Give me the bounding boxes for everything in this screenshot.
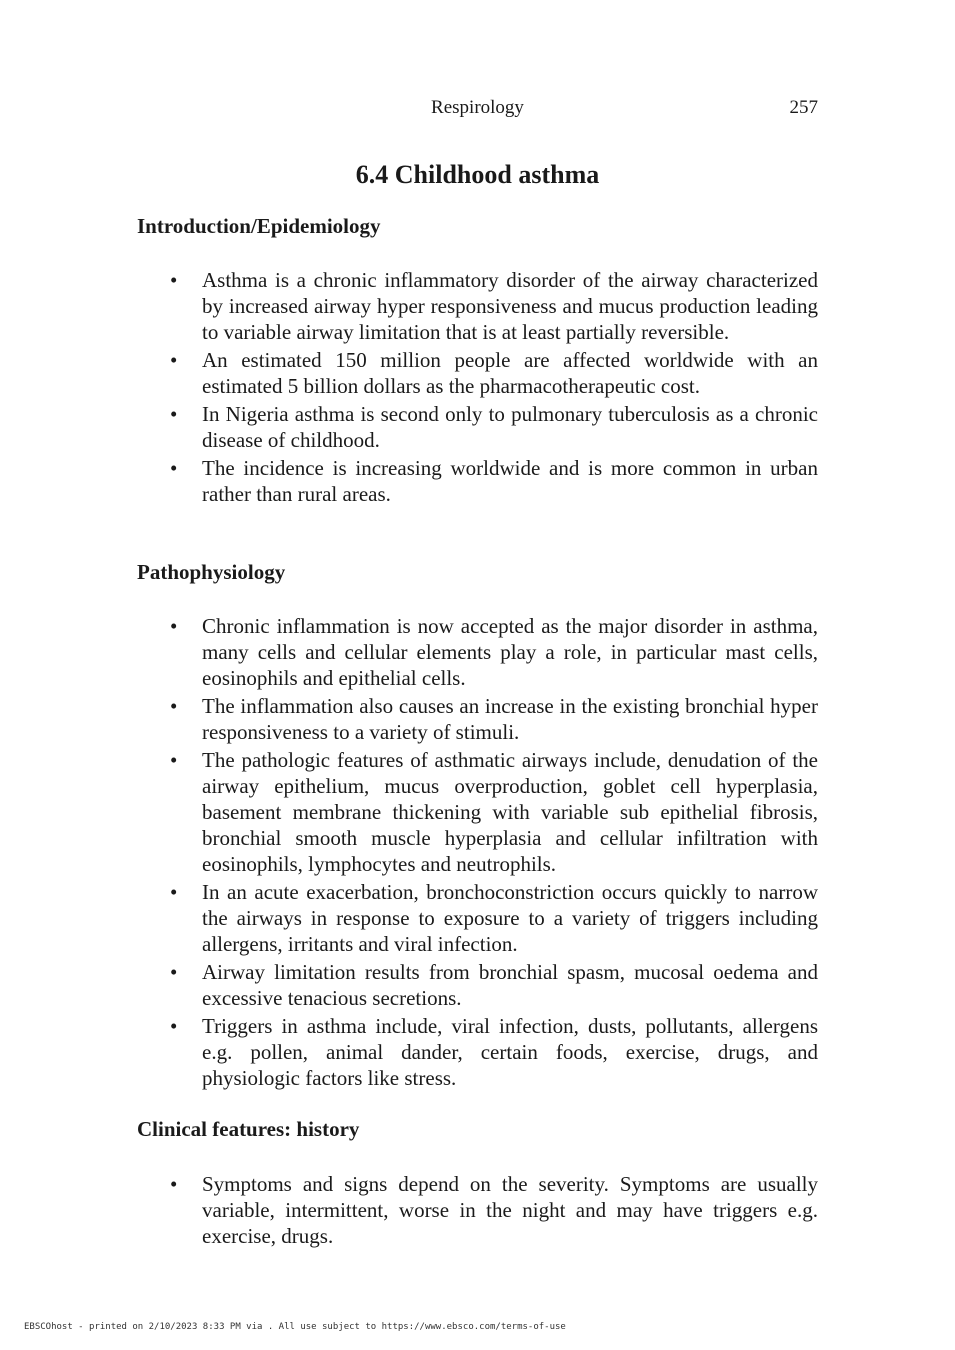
list-pathophysiology: [137, 613, 818, 1093]
bullet-icon: •: [170, 880, 178, 904]
heading-pathophysiology: Pathophysiology: [137, 560, 286, 584]
bullet-icon: •: [170, 748, 178, 772]
heading-introduction-epidemiology: Introduction/Epidemiology: [137, 214, 381, 238]
list-item: • In an acute exacerbation, bronchoconstriction occurs quickly to narrow the airways in response to exposure to a variety of triggers including allergens, irritants and viral infection.: [170, 880, 818, 956]
heading-clinical-features-history: Clinical features: history: [137, 1117, 360, 1141]
bullet-icon: •: [170, 402, 178, 426]
list-item: • Triggers in asthma include, viral infection, dusts, pollutants, allergens e.g. pollen, animal dander, certain foods, exercise, drugs, and physiologic factors like stress.: [170, 1014, 818, 1090]
page-number: 257: [789, 97, 818, 118]
list-clinical-features-history: [137, 1171, 818, 1251]
bullet-icon: •: [170, 614, 178, 638]
list-introduction-epidemiology: [137, 267, 818, 509]
bullet-icon: •: [170, 1172, 178, 1196]
list-item: • An estimated 150 million people are affected worldwide with an estimated 5 billion dollars as the pharmacotherapeutic cost.: [170, 348, 818, 398]
list-item: • Symptoms and signs depend on the severity. Symptoms are usually variable, intermittent, worse in the night and may have triggers e.g. exercise, drugs.: [170, 1172, 818, 1248]
list-item: • Airway limitation results from bronchial spasm, mucosal oedema and excessive tenacious secretions.: [170, 960, 818, 1010]
running-header-chapter: Respirology: [431, 97, 524, 118]
list-item: • The incidence is increasing worldwide and is more common in urban rather than rural areas.: [170, 456, 818, 506]
list-item: • Asthma is a chronic inflammatory disorder of the airway characterized by increased airway hyper responsiveness and mucus production leading to variable airway limitation that is at least partially reversible.: [170, 268, 818, 344]
section-title: 6.4 Childhood asthma: [355, 160, 600, 189]
bullet-icon: •: [170, 348, 178, 372]
bullet-icon: •: [170, 1014, 178, 1038]
running-header: [137, 97, 818, 121]
bullet-icon: •: [170, 268, 178, 292]
bullet-icon: •: [170, 456, 178, 480]
list-item: • In Nigeria asthma is second only to pulmonary tuberculosis as a chronic disease of childhood.: [170, 402, 818, 452]
list-item: • The inflammation also causes an increase in the existing bronchial hyper responsiveness to a variety of stimuli.: [170, 694, 818, 744]
list-item: • The pathologic features of asthmatic airways include, denudation of the airway epithelium, mucus overproduction, goblet cell hyperplasia, basement membrane thickening with variable sub epithelial fibrosis, bronchial smooth muscle hyperplasia and cellular infiltration with eosinophils, lymphocytes and neutrophils.: [170, 748, 818, 876]
bullet-icon: •: [170, 694, 178, 718]
print-footer: EBSCOhost - printed on 2/10/2023 8:33 PM via . All use subject to https://www.ebsco.com/terms-of-use: [24, 1322, 566, 1332]
list-item: • Chronic inflammation is now accepted as the major disorder in asthma, many cells and cellular elements play a role, in particular mast cells, eosinophils and epithelial cells.: [170, 614, 818, 690]
bullet-icon: •: [170, 960, 178, 984]
